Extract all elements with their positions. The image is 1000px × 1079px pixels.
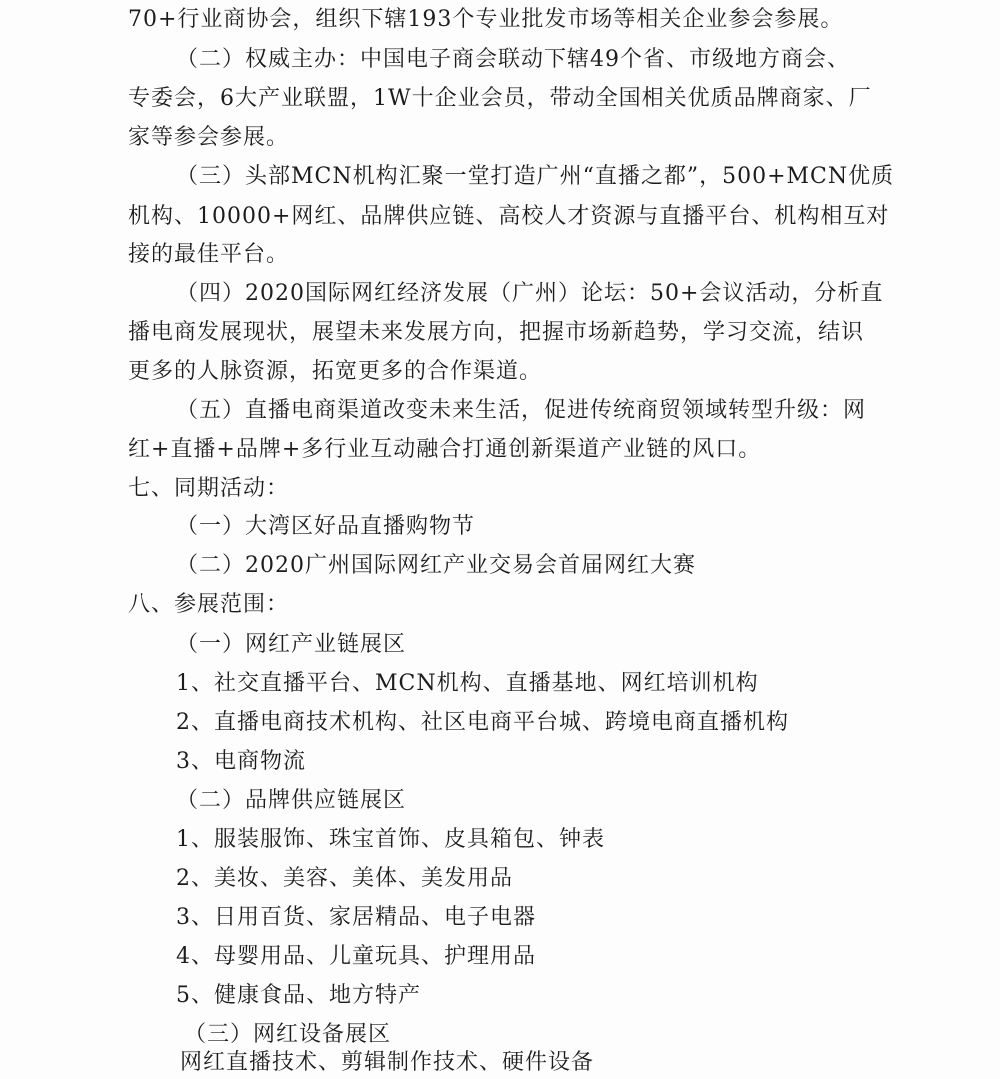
text-line: 家等参会参展。 <box>128 125 290 150</box>
text-line: （一）大湾区好品直播购物节 <box>176 514 476 539</box>
text-line: （二）权威主办：中国电子商会联动下辖49个省、市级地方商会、 <box>176 47 850 72</box>
text-line: 专委会，6大产业联盟，1W十企业会员，带动全国相关优质品牌商家、厂 <box>128 86 872 111</box>
list-item: 2、直播电商技术机构、社区电商平台城、跨境电商直播机构 <box>176 710 789 735</box>
list-item: 1、社交直播平台、MCN机构、直播基地、网红培训机构 <box>176 671 759 696</box>
subsection-heading: （三）网红设备展区 <box>184 1022 392 1047</box>
text-line: （四）2020国际网红经济发展（广州）论坛：50+会议活动，分析直 <box>176 281 884 306</box>
text-line: （二）2020广州国际网红产业交易会首届网红大赛 <box>176 553 696 578</box>
list-item: 2、美妆、美容、美体、美发用品 <box>176 866 513 891</box>
text-line: 机构、10000+网红、品牌供应链、高校人才资源与直播平台、机构相互对 <box>128 204 890 229</box>
list-item: 网红直播技术、剪辑制作技术、硬件设备 <box>180 1050 595 1075</box>
list-item: 5、健康食品、地方特产 <box>176 983 421 1008</box>
section-heading: 七、同期活动： <box>128 476 290 501</box>
subsection-heading: （一）网红产业链展区 <box>176 632 407 657</box>
text-line: 接的最佳平台。 <box>128 242 290 267</box>
text-line: 播电商发展现状，展望未来发展方向，把握市场新趋势，学习交流，结识 <box>128 320 865 345</box>
text-line: （五）直播电商渠道改变未来生活，促进传统商贸领域转型升级：网 <box>176 398 867 423</box>
section-heading: 八、参展范围： <box>128 592 290 617</box>
text-line: 70+行业商协会，组织下辖193个专业批发市场等相关企业参会参展。 <box>128 7 844 32</box>
list-item: 1、服装服饰、珠宝首饰、皮具箱包、钟表 <box>176 827 605 852</box>
text-line: 更多的人脉资源，拓宽更多的合作渠道。 <box>128 359 543 384</box>
text-line: （三）头部MCN机构汇聚一堂打造广州“直播之都”，500+MCN优质 <box>176 164 895 189</box>
list-item: 3、电商物流 <box>176 749 306 774</box>
text-line: 红+直播+品牌+多行业互动融合打通创新渠道产业链的风口。 <box>128 437 762 462</box>
list-item: 4、母婴用品、儿童玩具、护理用品 <box>176 944 536 969</box>
list-item: 3、日用百货、家居精品、电子电器 <box>176 905 536 930</box>
subsection-heading: （二）品牌供应链展区 <box>176 788 407 813</box>
